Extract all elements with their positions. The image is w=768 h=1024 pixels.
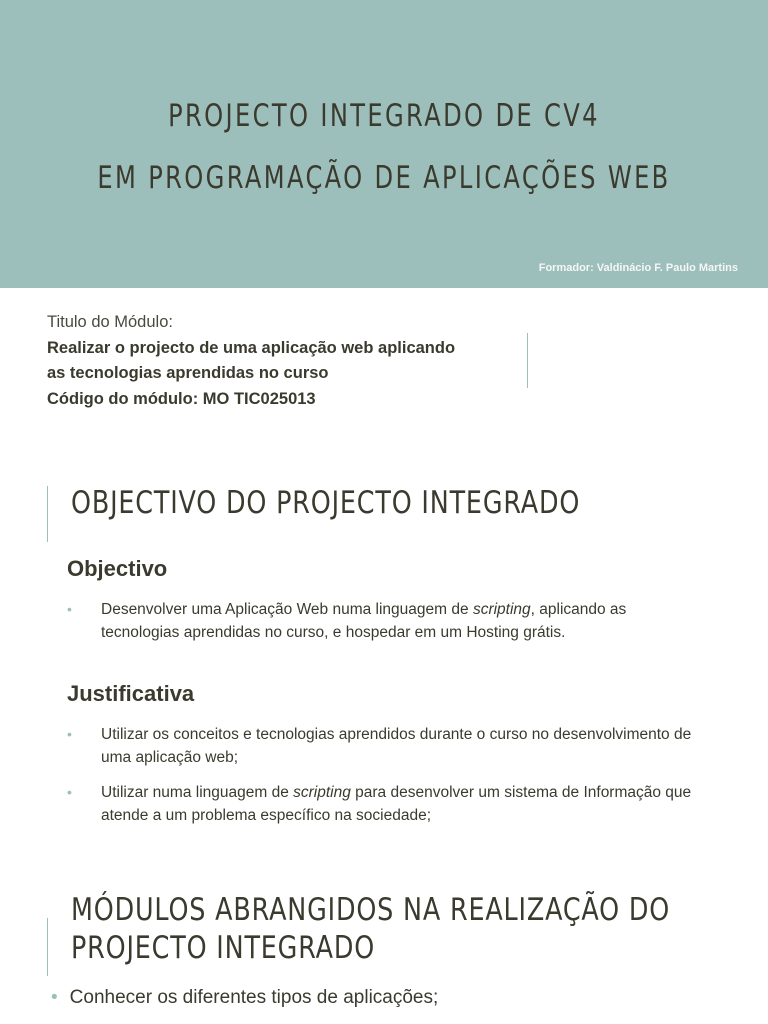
objective-section-title: OBJECTIVO DO PROJECTO INTEGRADO <box>71 485 581 521</box>
title-banner <box>0 0 768 288</box>
title-line-1: PROJECTO INTEGRADO DE CV4 <box>168 98 600 134</box>
objective-heading: Objectivo <box>67 556 168 581</box>
module-code: Código do módulo: MO TIC025013 <box>47 389 316 408</box>
list-item: • Conhecer os diferentes tipos de aplicações; <box>51 987 439 1008</box>
bullet-icon: • <box>51 987 58 1008</box>
module-title-line-1: Realizar o projecto de uma aplicação web aplicando <box>47 338 456 357</box>
modules-section-title-line-2: PROJECTO INTEGRADO <box>71 930 376 966</box>
objective-list <box>67 598 707 656</box>
bullet-icon: • <box>67 726 72 742</box>
module-divider <box>527 333 528 388</box>
title-line-2: EM PROGRAMAÇÃO DE APLICAÇÕES WEB <box>97 160 671 196</box>
formador-credit: Formador: Valdinácio F. Paulo Martins <box>538 262 738 274</box>
list-item: • Utilizar os conceitos e tecnologias aprendidos durante o curso no desenvolvimento de uma aplicação web; <box>67 723 707 769</box>
bullet-icon: • <box>67 784 72 800</box>
list-item: • Utilizar numa linguagem de scripting para desenvolver um sistema de Informação que atende a um problema específico na sociedade; <box>67 781 707 827</box>
bullet-icon: • <box>67 601 72 617</box>
section-accent-bar <box>47 486 48 542</box>
module-title-line-2: as tecnologias aprendidas no curso <box>47 364 329 382</box>
justification-heading: Justificativa <box>67 681 195 706</box>
justification-list <box>67 723 707 839</box>
modules-section-title-line-1: MÓDULOS ABRANGIDOS NA REALIZAÇÃO DO <box>71 892 671 928</box>
module-label: Titulo do Módulo: <box>47 313 173 331</box>
module-info <box>47 310 517 412</box>
list-item: • Desenvolver uma Aplicação Web numa linguagem de scripting, aplicando as tecnologias aprendidas no curso, e hospedar em um Hosting grátis. <box>67 598 707 644</box>
section-accent-bar <box>47 918 48 976</box>
